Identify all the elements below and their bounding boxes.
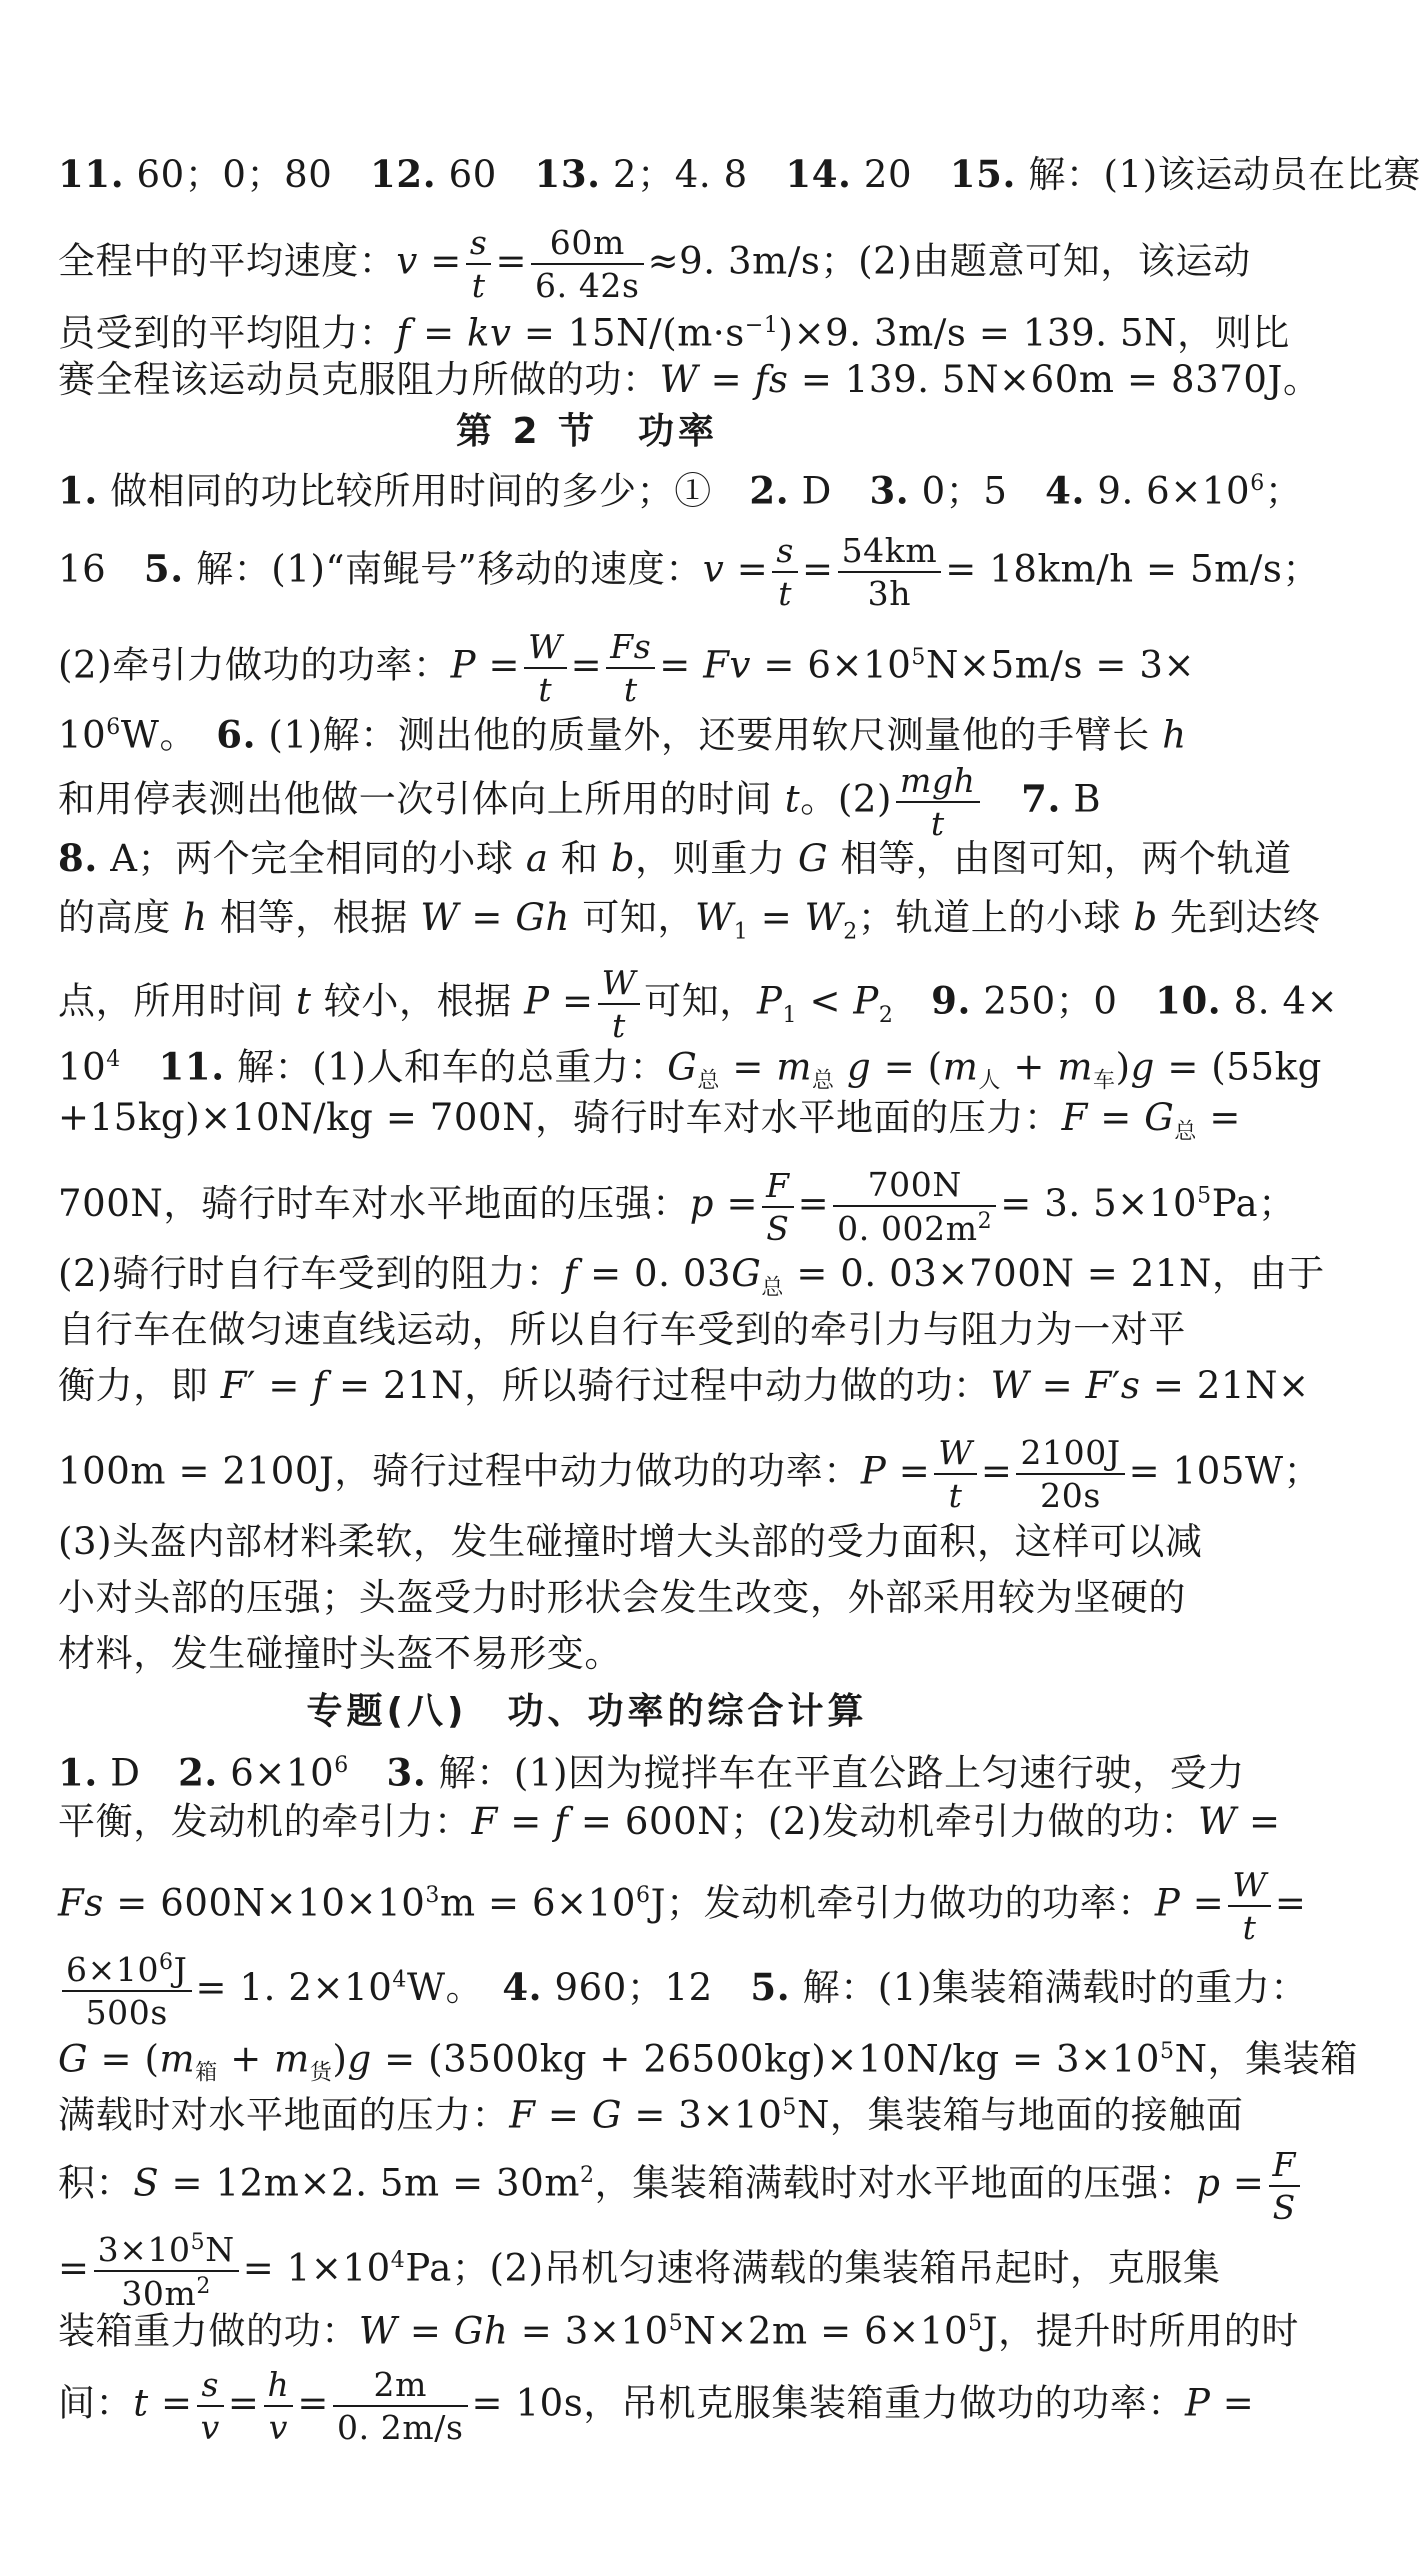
- text-line: 1. 做相同的功比较所用时间的多少；① 2. D 3. 0；5 4. 9. $6\times 10^6$；: [58, 468, 1303, 513]
- section-heading: 第 2 节 功率: [455, 411, 719, 452]
- text-line: 16 5. 解：(1)“南鲲号”移动的速度：v = $\frac{s}{t}$ = $\frac{54km}{3h}$ = 18km/h = 5m/s；: [58, 531, 1321, 613]
- text-line: $G = (m_箱 + m_货)g = (3500kg + 26500kg)\times 10N/kg = 3\times 10^5N$，集装箱: [58, 2037, 1358, 2086]
- fraction: $\frac{F}{S}$: [762, 1169, 794, 1245]
- text-line: = $\frac{3\times 10^5N}{30m^2}$ = $1\times 10^4Pa$；(2)吊机匀速将满载的集装箱吊起时，克服集: [58, 2230, 1221, 2313]
- text-line: +15kg)×10N/kg = 700N，骑行时车对水平地面的压力：$F = G_总$ =: [58, 1096, 1241, 1145]
- fraction: $\frac{54km}{3h}$: [838, 534, 942, 610]
- fraction: $\frac{Fs}{t}$: [606, 630, 655, 706]
- text-line: 材料，发生碰撞时头盔不易形变。: [58, 1632, 622, 1675]
- fraction: $\frac{F}{S}$: [1269, 2148, 1301, 2224]
- fraction: $\frac{s}{t}$: [466, 226, 492, 302]
- fraction: $\frac{2m}{0. 2m/s}$: [333, 2368, 468, 2444]
- text-line: 100m = 2100J，骑行过程中动力做功的功率：P = $\frac{W}{t}$ = $\frac{2100J}{20s}$ = 105W；: [58, 1433, 1322, 1515]
- fraction: $\frac{60m}{6. 42s}$: [531, 226, 644, 302]
- fraction: $\frac{h}{v}$: [264, 2368, 294, 2444]
- text-line: 衡力，即 F′ = f = 21N，所以骑行过程中动力做的功：W = F′s = 21N×: [58, 1364, 1310, 1407]
- section-heading: 专题(八) 功、功率的综合计算: [306, 1691, 868, 1732]
- text-line: 11. 60；0；80 12. 60 13. 2；4. 8 14. 20 15. 解：(1)该运动员在比赛: [58, 152, 1421, 196]
- fraction: $\frac{s}{v}$: [197, 2368, 224, 2444]
- fraction: $\frac{W}{t}$: [524, 630, 567, 706]
- text-line: $\frac{6\times 10^6J}{500s}$ = 1. $2\times 10^4W$。 4. 960；12 5. 解：(1)集装箱满载时的重力：: [58, 1952, 1118, 2029]
- fraction: $\frac{s}{t}$: [772, 534, 798, 610]
- text-line: $10^6W$。 6. (1)解：测出他的质量外，还要用软尺测量他的手臂长 h: [58, 712, 1187, 757]
- text-line: 8. A；两个完全相同的小球 a 和 b，则重力 G 相等，由图可知，两个轨道: [58, 836, 1292, 880]
- text-line: 和用停表测出他做一次引体向上所用的时间 t。(2) $\frac{\text{mgh}}{t}$ 7. B: [58, 761, 1102, 843]
- text-line: 平衡，发动机的牵引力：F = f = 600N；(2)发动机牵引力做的功：W =: [58, 1800, 1281, 1843]
- text-line: 点，所用时间 t 较小，根据 P = $\frac{W}{t}$ 可知，$P_1 < P_2$ 9. 250；0 10. 8. 4×: [58, 963, 1339, 1045]
- text-line: 间：t = $\frac{s}{v}$ = $\frac{h}{v}$ = $\frac{2m}{0. 2m/s}$ = 10s，吊机克服集装箱重力做功的功率：P =: [58, 2365, 1255, 2447]
- text-line: $10^4$ 11. 解：(1)人和车的总重力：$G_总 = m_总$ $g = (m_人 + m_车)g = (55kg$: [58, 1044, 1322, 1094]
- text-line: 赛全程该运动员克服阻力所做的功：W = fs = 139. 5N×60m = 8370J。: [58, 358, 1321, 401]
- text-line: 700N，骑行时车对水平地面的压强：p = $\frac{F}{S}$ = $\frac{700N}{0. 002m^2}$ = 3. $5\times 10^5Pa$；: [58, 1165, 1296, 1248]
- text-line: (3)头盔内部材料柔软，发生碰撞时增大头部的受力面积，这样可以减: [58, 1520, 1203, 1563]
- fraction: $\frac{700N}{0. 002m^2}$: [833, 1168, 996, 1245]
- text-line: 装箱重力做的功：$W = Gh = 3\times 10^5N\times 2m = 6\times 10^5J$，提升时所用的时: [58, 2309, 1299, 2353]
- fraction: $\frac{W}{t}$: [1228, 1868, 1271, 1944]
- text-line: (2)骑行时自行车受到的阻力：f = 0. $03G_总 = 0$. 03×700N = 21N，由于: [58, 1252, 1325, 1301]
- text-line: 员受到的平均阻力：f = kv = $15N/(m\cdot s^{-1})\times 9$. 3m/s = 139. 5N，则比: [58, 311, 1290, 355]
- fraction: $\frac{3\times 10^5N}{30m^2}$: [94, 2232, 239, 2310]
- fraction: $\frac{\text{mgh}}{t}$: [896, 764, 979, 840]
- text-line: 小对头部的压强；头盔受力时形状会发生改变，外部采用较为坚硬的: [58, 1576, 1186, 1619]
- text-line: 1. D 2. $6\times 10^6$ 3. 解：(1)因为搅拌车在平直公路上匀速行驶，受力: [58, 1750, 1245, 1795]
- text-line: 的高度 h 相等，根据 W = Gh 可知，$W_1 = W_2$；轨道上的小球 b 先到达终: [58, 896, 1321, 945]
- text-line: 自行车在做匀速直线运动，所以自行车受到的牵引力与阻力为一对平: [58, 1308, 1186, 1351]
- fraction: $\frac{6\times 10^6J}{500s}$: [62, 1952, 192, 2029]
- fraction: $\frac{W}{t}$: [598, 966, 641, 1042]
- text-line: 全程中的平均速度：v = $\frac{s}{t}$ = $\frac{60m}{6. 42s}$ ≈9. 3m/s；(2)由题意可知，该运动: [58, 223, 1251, 305]
- text-line: 积：S = 12m×2. $5m = 30m^2$，集装箱满载时对水平地面的压强：p = $\frac{F}{S}$: [58, 2148, 1118, 2224]
- text-line: $Fs = 600N\times 10\times 10^3m = 6\times 10^6J$；发动机牵引力做功的功率：P = $\frac{W}{t}$ =: [58, 1865, 1307, 1947]
- text-line: 满载时对水平地面的压力：$F = G = 3\times 10^5N$，集装箱与地面的接触面: [58, 2093, 1244, 2137]
- fraction: $\frac{2100J}{20s}$: [1016, 1436, 1124, 1512]
- text-line: (2)牵引力做功的功率：P = $\frac{W}{t}$ = $\frac{Fs}{t}$ = $Fv = 6\times 10^5N\times 5m/s = 3\times$: [58, 627, 1196, 709]
- fraction: $\frac{W}{t}$: [934, 1436, 977, 1512]
